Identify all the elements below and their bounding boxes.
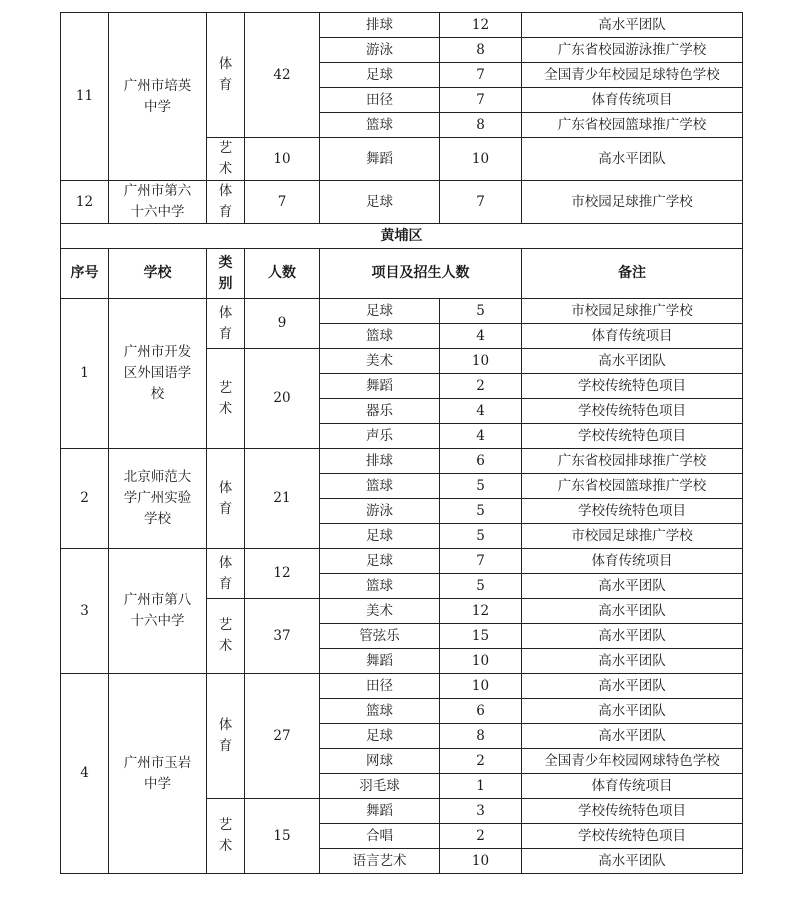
project-count: 6 [440,449,522,474]
school-name-text: 广州市第六十六中学 [123,183,192,220]
project-name: 排球 [320,449,440,474]
category-text: 体育 [218,717,233,754]
remark: 广东省校园篮球推广学校 [522,113,743,138]
district-title: 黄埔区 [61,224,743,249]
project-count: 10 [440,649,522,674]
category [207,449,245,549]
school-number: 2 [61,449,109,549]
category-count: 15 [245,799,320,874]
remark: 体育传统项目 [522,324,743,349]
remark: 体育传统项目 [522,88,743,113]
project-name: 田径 [320,674,440,699]
remark: 高水平团队 [522,724,743,749]
header-project: 项目及招生人数 [320,249,522,299]
category-count: 12 [245,549,320,599]
project-count: 1 [440,774,522,799]
remark: 广东省校园篮球推广学校 [522,474,743,499]
project-name: 游泳 [320,38,440,63]
project-count: 2 [440,749,522,774]
project-name: 篮球 [320,113,440,138]
project-count: 7 [440,88,522,113]
header-category [207,249,245,299]
category [207,181,245,224]
header-remark: 备注 [522,249,743,299]
remark: 全国青少年校园足球特色学校 [522,63,743,88]
project-name: 舞蹈 [320,799,440,824]
project-name: 网球 [320,749,440,774]
table-row [61,549,743,574]
project-count: 7 [440,63,522,88]
project-name: 篮球 [320,474,440,499]
remark: 高水平团队 [522,574,743,599]
project-count: 10 [440,674,522,699]
project-count: 8 [440,724,522,749]
remark: 学校传统特色项目 [522,424,743,449]
remark: 市校园足球推广学校 [522,524,743,549]
category-count: 10 [245,138,320,181]
project-count: 10 [440,849,522,874]
category [207,138,245,181]
remark: 全国青少年校园网球特色学校 [522,749,743,774]
project-name: 美术 [320,349,440,374]
project-name: 游泳 [320,499,440,524]
category [207,674,245,799]
remark: 高水平团队 [522,13,743,38]
project-name: 美术 [320,599,440,624]
project-name: 足球 [320,299,440,324]
project-count: 4 [440,424,522,449]
category-text: 体育 [218,304,233,342]
project-name: 舞蹈 [320,649,440,674]
remark: 学校传统特色项目 [522,499,743,524]
project-count: 5 [440,574,522,599]
category-count: 9 [245,299,320,349]
category-text: 体育 [218,479,233,517]
project-count: 7 [440,549,522,574]
school-name [109,181,207,224]
category [207,299,245,349]
remark: 高水平团队 [522,849,743,874]
project-name: 舞蹈 [320,138,440,181]
category [207,349,245,449]
remark: 高水平团队 [522,624,743,649]
header-category-text: 类别 [218,254,233,292]
category-text: 体育 [218,554,233,592]
table-row [61,13,743,38]
project-count: 10 [440,138,522,181]
project-count: 15 [440,624,522,649]
category-count: 7 [245,181,320,224]
remark: 高水平团队 [522,674,743,699]
remark: 学校传统特色项目 [522,374,743,399]
category [207,599,245,674]
category-text: 艺术 [218,617,233,654]
header-row [61,249,743,299]
school-name-text: 北京师范大学广州实验学校 [123,469,192,527]
category-text: 艺术 [218,379,233,417]
project-name: 排球 [320,13,440,38]
project-count: 8 [440,113,522,138]
school-name-text: 广州市开发区外国语学校 [123,344,192,402]
project-name: 田径 [320,88,440,113]
project-name: 足球 [320,549,440,574]
project-name: 舞蹈 [320,374,440,399]
category-text: 艺术 [218,817,233,854]
category-text: 体育 [218,56,233,93]
school-name [109,299,207,449]
project-count: 5 [440,499,522,524]
remark: 体育传统项目 [522,774,743,799]
project-name: 足球 [320,63,440,88]
project-count: 2 [440,374,522,399]
category-count: 20 [245,349,320,449]
remark: 高水平团队 [522,349,743,374]
admissions-table [60,12,743,874]
remark: 体育传统项目 [522,549,743,574]
table-row [61,299,743,324]
school-number: 3 [61,549,109,674]
category [207,549,245,599]
category-count: 42 [245,13,320,138]
school-number: 12 [61,181,109,224]
project-count: 10 [440,349,522,374]
category-text: 艺术 [218,140,233,177]
remark: 广东省校园游泳推广学校 [522,38,743,63]
remark: 高水平团队 [522,599,743,624]
category-count: 21 [245,449,320,549]
project-name: 足球 [320,524,440,549]
district-row [61,224,743,249]
header-no: 序号 [61,249,109,299]
category-text: 体育 [218,183,233,220]
remark: 高水平团队 [522,699,743,724]
category [207,13,245,138]
project-count: 8 [440,38,522,63]
project-name: 羽毛球 [320,774,440,799]
project-count: 5 [440,299,522,324]
remark: 市校园足球推广学校 [522,299,743,324]
project-count: 5 [440,524,522,549]
project-name: 足球 [320,181,440,224]
table-row [61,674,743,699]
project-count: 4 [440,399,522,424]
project-count: 12 [440,599,522,624]
remark: 市校园足球推广学校 [522,181,743,224]
project-count: 6 [440,699,522,724]
project-name: 合唱 [320,824,440,849]
category [207,799,245,874]
project-count: 5 [440,474,522,499]
project-name: 器乐 [320,399,440,424]
category-count: 37 [245,599,320,674]
project-name: 足球 [320,724,440,749]
school-number: 4 [61,674,109,874]
project-name: 篮球 [320,324,440,349]
project-count: 7 [440,181,522,224]
table-row [61,449,743,474]
school-number: 11 [61,13,109,181]
school-name [109,674,207,874]
school-name [109,449,207,549]
project-count: 3 [440,799,522,824]
project-name: 声乐 [320,424,440,449]
project-count: 4 [440,324,522,349]
school-number: 1 [61,299,109,449]
school-name [109,549,207,674]
school-name-text: 广州市玉岩中学 [123,754,192,792]
project-name: 篮球 [320,574,440,599]
remark: 广东省校园排球推广学校 [522,449,743,474]
project-count: 12 [440,13,522,38]
remark: 学校传统特色项目 [522,799,743,824]
school-name-text: 广州市第八十六中学 [123,592,192,629]
school-name-text: 广州市培英中学 [123,77,192,115]
project-name: 语言艺术 [320,849,440,874]
project-count: 2 [440,824,522,849]
remark: 学校传统特色项目 [522,399,743,424]
table-row [61,181,743,224]
school-name [109,13,207,181]
header-school: 学校 [109,249,207,299]
header-count: 人数 [245,249,320,299]
category-count: 27 [245,674,320,799]
project-name: 管弦乐 [320,624,440,649]
remark: 高水平团队 [522,649,743,674]
project-name: 篮球 [320,699,440,724]
remark: 学校传统特色项目 [522,824,743,849]
remark: 高水平团队 [522,138,743,181]
